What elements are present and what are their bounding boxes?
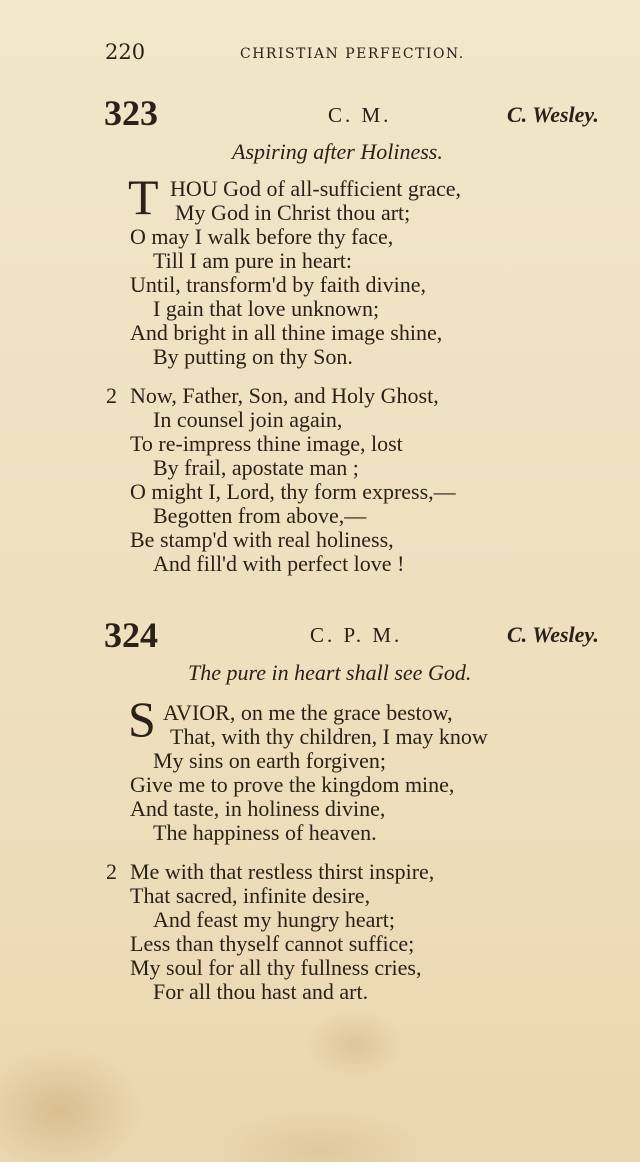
hymn-meter: C. M. bbox=[328, 103, 392, 127]
verse-line: My soul for all thy fullness cries, bbox=[130, 955, 422, 980]
verse-line: By frail, apostate man ; bbox=[153, 455, 359, 480]
verse-number: 2 bbox=[106, 859, 117, 884]
verse-line: My God in Christ thou art; bbox=[175, 200, 411, 225]
verse-line: And fill'd with perfect love ! bbox=[153, 551, 405, 576]
verse-line: My sins on earth forgiven; bbox=[153, 748, 387, 773]
verse-line: Until, transform'd by faith divine, bbox=[130, 272, 427, 297]
verse-line: Till I am pure in heart: bbox=[153, 248, 352, 273]
verse-line: For all thou hast and art. bbox=[153, 979, 369, 1004]
verse-line: The happiness of heaven. bbox=[153, 820, 377, 845]
verse-line: Less than thyself cannot suffice; bbox=[130, 931, 415, 956]
verse-line: Give me to prove the kingdom mine, bbox=[130, 772, 455, 797]
hymn-number: 323 bbox=[104, 93, 158, 133]
hymn-meter: C. P. M. bbox=[310, 623, 403, 647]
verse-line: In counsel join again, bbox=[153, 407, 343, 432]
verse-line: That, with thy children, I may know bbox=[170, 724, 488, 749]
verse-line: O might I, Lord, thy form express,— bbox=[130, 479, 456, 504]
verse-line: O may I walk before thy face, bbox=[130, 224, 394, 249]
verse-line: HOU God of all-sufficient grace, bbox=[170, 176, 461, 201]
running-title: CHRISTIAN PERFECTION. bbox=[240, 46, 465, 62]
hymn-author: C. Wesley. bbox=[507, 102, 599, 127]
hymn-title: The pure in heart shall see God. bbox=[188, 660, 472, 685]
verse-line: Me with that restless thirst inspire, bbox=[130, 859, 435, 884]
verse-line: I gain that love unknown; bbox=[153, 296, 380, 321]
verse-line: Now, Father, Son, and Holy Ghost, bbox=[130, 383, 439, 408]
verse-line: Be stamp'd with real holiness, bbox=[130, 527, 394, 552]
verse-line: Begotten from above,— bbox=[153, 503, 367, 528]
verse-line: To re-impress thine image, lost bbox=[130, 431, 403, 456]
drop-cap: S bbox=[128, 691, 156, 747]
drop-cap: T bbox=[128, 169, 159, 225]
verse-line: And taste, in holiness divine, bbox=[130, 796, 386, 821]
hymn-author: C. Wesley. bbox=[507, 622, 599, 647]
verse-line: That sacred, infinite desire, bbox=[130, 883, 371, 908]
verse-line: And bright in all thine image shine, bbox=[130, 320, 443, 345]
page-number: 220 bbox=[105, 40, 146, 64]
verse-line: AVIOR, on me the grace bestow, bbox=[163, 700, 453, 725]
hymn-title: Aspiring after Holiness. bbox=[232, 139, 443, 164]
verse-line: And feast my hungry heart; bbox=[153, 907, 395, 932]
hymn-number: 324 bbox=[104, 615, 158, 655]
verse-number: 2 bbox=[106, 383, 117, 408]
verse-line: By putting on thy Son. bbox=[153, 344, 353, 369]
